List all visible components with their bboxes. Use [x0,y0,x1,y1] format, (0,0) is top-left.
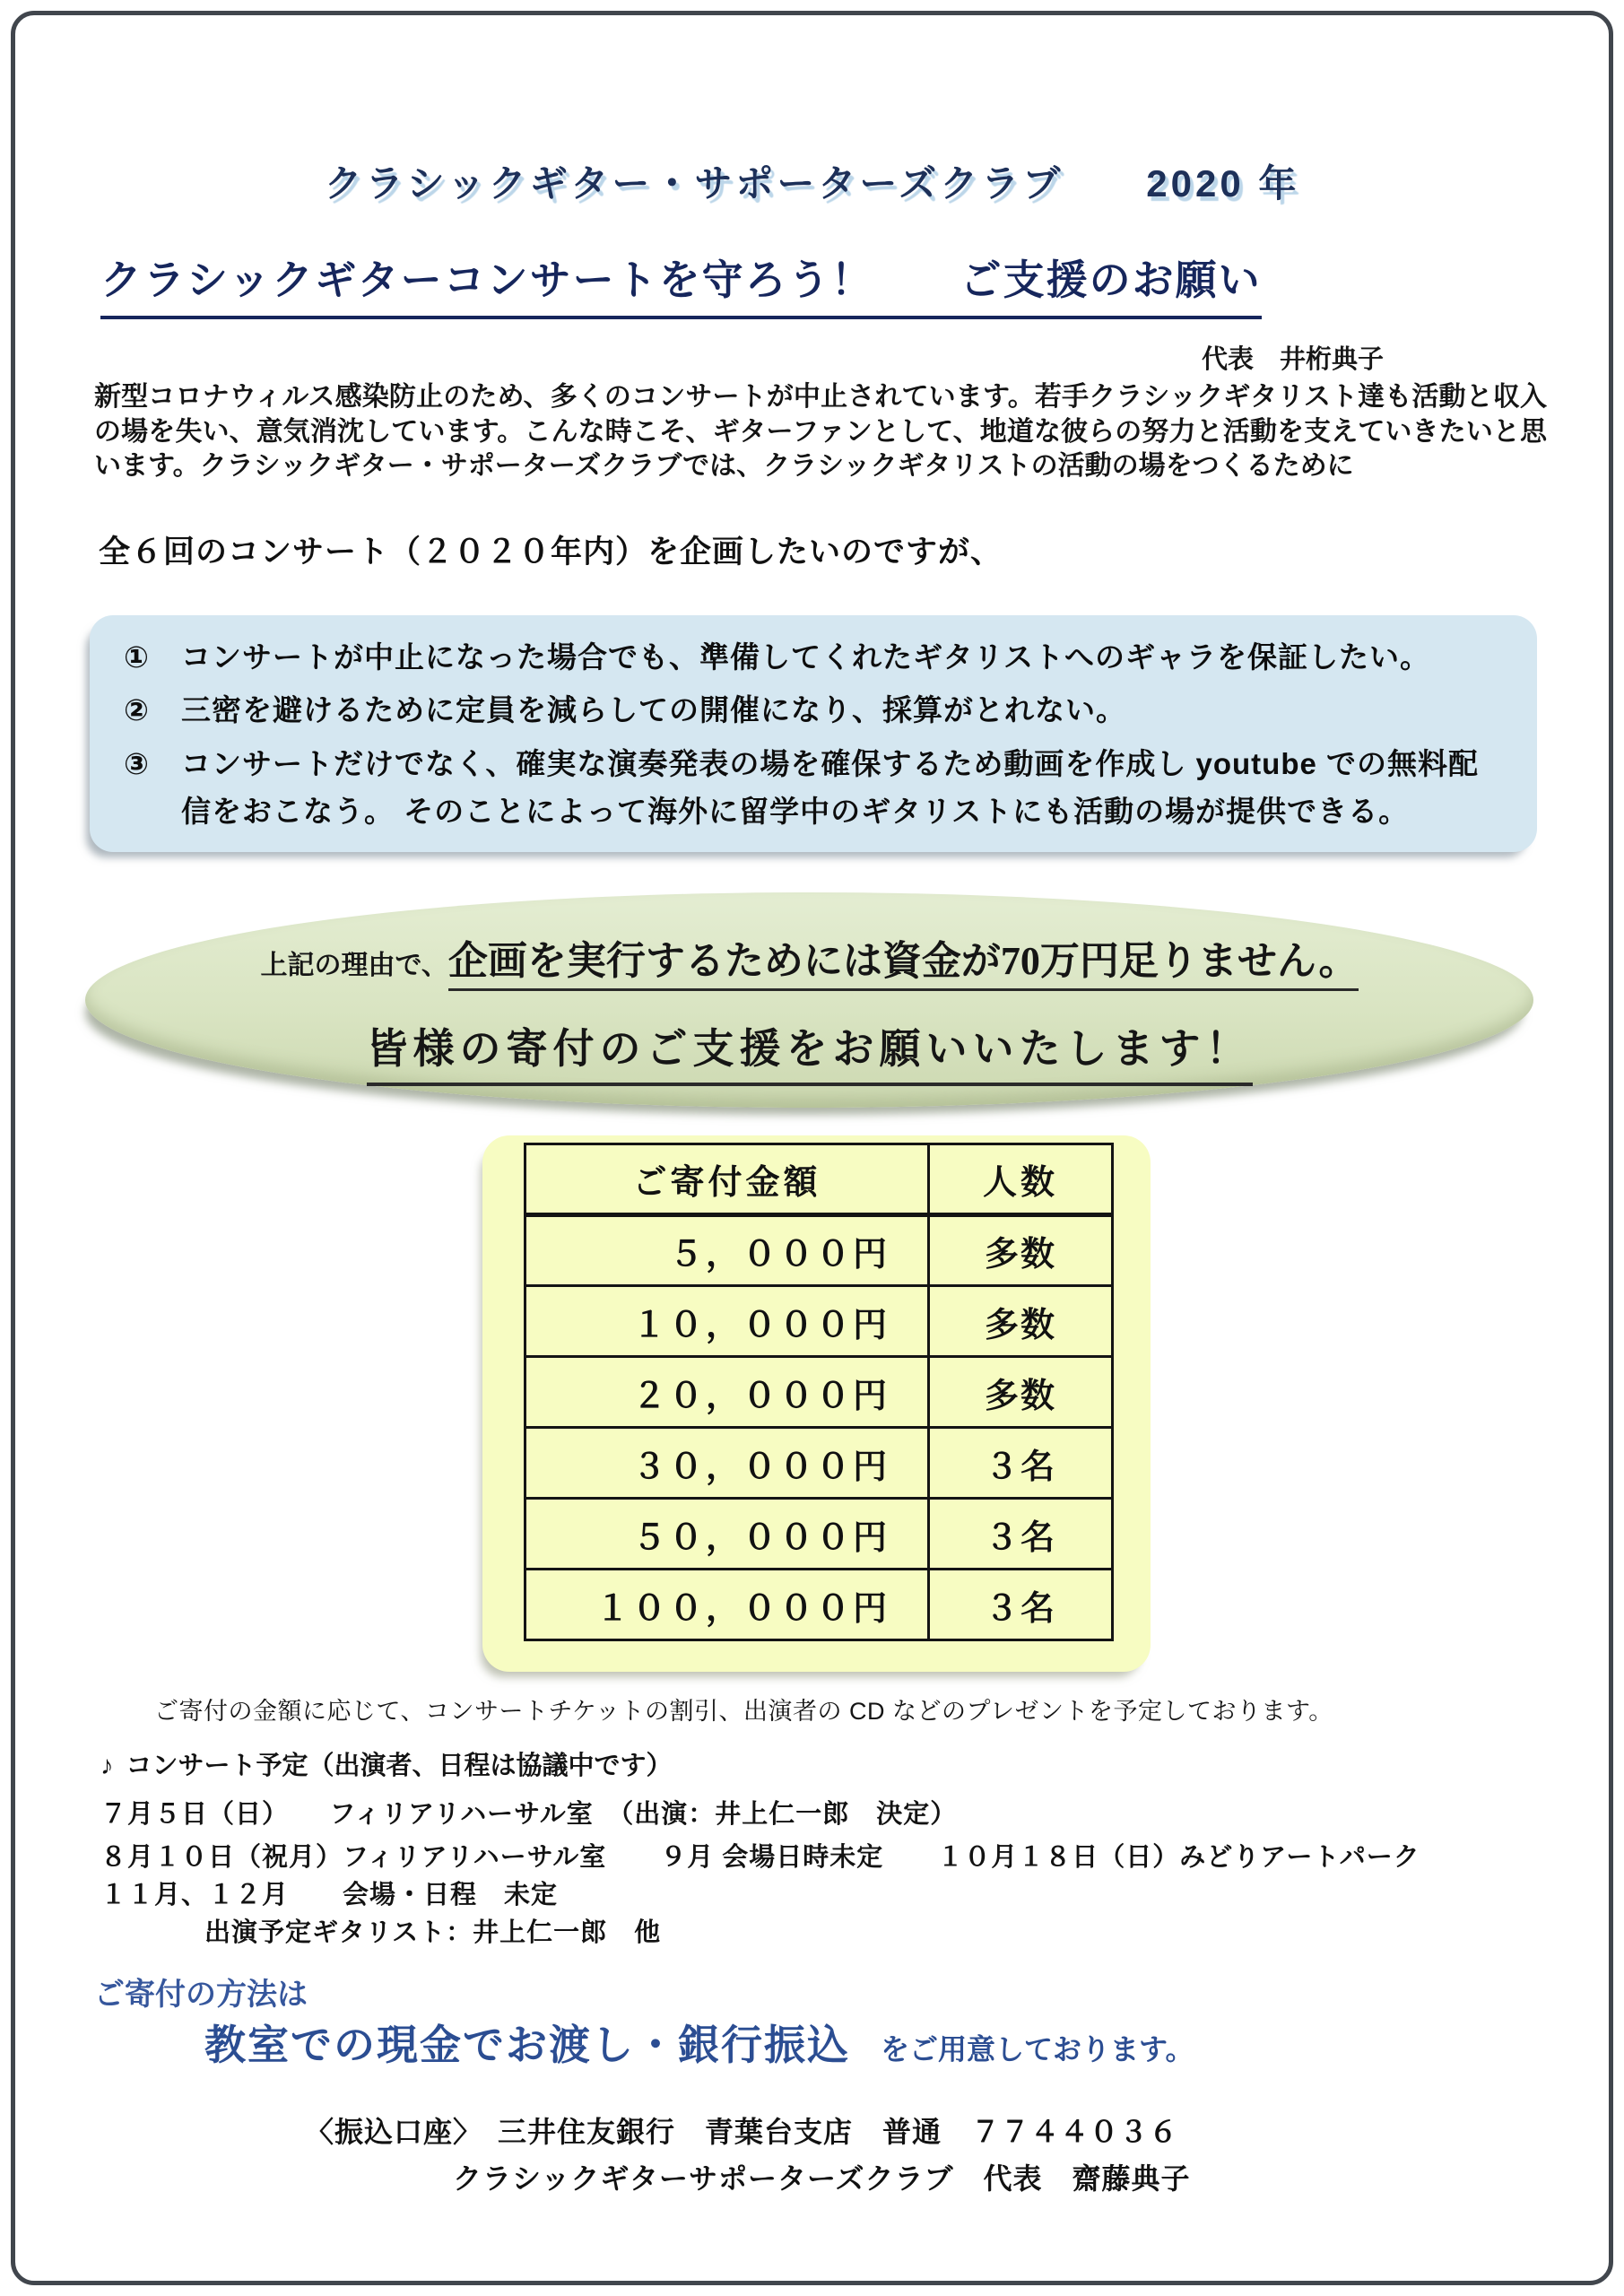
reason-number: ③ [124,746,150,780]
table-row [525,1215,1113,1286]
concert-schedule-title: コンサート予定（出演者、日程は協議中です） [126,1752,673,1780]
reason-text: コンサートだけでなく、確実な演奏発表の場を確保するため動画を作成し youtube での無料配信をおこなう。 そのことによって海外に留学中のギタリストにも活動の場が提供できる。 [181,746,1480,829]
payment-method-main: 教室での現金でお渡し・銀行振込 [204,2022,850,2068]
reason-item [124,686,1507,734]
appeal-ellipse [85,892,1533,1108]
table-row [525,1570,1113,1640]
reason-number: ② [124,693,150,727]
concert-schedule-header [100,1745,673,1782]
page-title-text: クラシックギターコンサートを守ろう！ ご支援のお願い [100,248,1262,319]
page-title [100,248,1262,319]
amount-column-header: ご寄付金額 [525,1144,929,1215]
table-header-row [525,1144,1113,1215]
bank-account-line: 〈振込口座〉 三井住友銀行 青葉台支店 普通 ７７４４０３６ [305,2116,1179,2148]
count-cell: 多数 [929,1357,1113,1428]
appeal-main: 企画を実行するためには資金が70万円足りません。 [448,939,1359,991]
amount-cell: ２０，０００円 [525,1357,929,1428]
payment-method-suffix: をご用意しております。 [881,2033,1194,2066]
reason-number: ① [124,640,150,674]
amount-cell: ３０，０００円 [525,1428,929,1499]
donation-method-label: ご寄付の方法は [94,1979,308,2012]
amount-cell: １００，０００円 [525,1570,929,1640]
reasons-box [90,615,1537,852]
schedule-line: １１月、１２月 会場・日程 未定 [100,1881,559,1909]
music-note-icon: ♪ [100,1752,114,1780]
count-cell: ３名 [929,1499,1113,1570]
reason-item [124,633,1507,681]
payment-method-line [204,2013,1194,2072]
table-row [525,1286,1113,1357]
reason-item [124,740,1507,836]
amount-cell: １０，０００円 [525,1286,929,1357]
intro-paragraph: 新型コロナウィルス感染防止のため、多くのコンサートが中止されています。若手クラシックギタリスト達も活動と収入の場を失い、意気消沈しています。こんな時こそ、ギターファンとして、地道な彼らの努力と活動を支えていきたいと思います。クラシックギター・サポーターズクラブでは、クラシックギタリストの活動の場をつくるために [94,382,1547,482]
amount-cell: ５０，０００円 [525,1499,929,1570]
donation-panel [482,1135,1151,1672]
appeal-request: 皆様の寄付のご支援をお願いいたします！ [367,1016,1253,1086]
plan-statement: 全６回のコンサート（２０２０年内）を企画したいのですが、 [99,535,1003,570]
donation-table [524,1143,1114,1641]
amount-cell: ５，０００円 [525,1215,929,1286]
schedule-line: ８月１０日（祝月）フィリアリハーサル室 ９月 会場日時未定 １０月１８日（日）みどりアートパーク [100,1843,1420,1872]
representative-name: 代表 井桁典子 [1201,345,1384,374]
schedule-line: 出演予定ギタリスト：井上仁一郎 他 [204,1918,662,1947]
appeal-line-funds [85,928,1533,986]
schedule-line: ７月５日（日） フィリアリハーサル室 （出演：井上仁一郎 決定） [100,1800,958,1829]
count-cell: ３名 [929,1570,1113,1640]
count-column-header: 人数 [929,1144,1113,1215]
club-title: クラシックギター・サポーターズクラブ 2020 年 [324,162,1300,204]
reason-text: 三密を避けるために定員を減らしての開催になり、採算がとれない。 [181,693,1126,727]
appeal-lead: 上記の理由で、 [260,951,448,980]
table-row [525,1357,1113,1428]
count-cell: 多数 [929,1286,1113,1357]
table-row [525,1499,1113,1570]
gift-note: ご寄付の金額に応じて、コンサートチケットの割引、出演者の CD などのプレゼントを予定しております。 [154,1698,1333,1725]
table-row [525,1428,1113,1499]
bank-representative-line: クラシックギターサポーターズクラブ 代表 齋藤典子 [453,2162,1191,2195]
reason-text: コンサートが中止になった場合でも、準備してくれたギタリストへのギャラを保証したい。 [181,640,1431,674]
count-cell: ３名 [929,1428,1113,1499]
count-cell: 多数 [929,1215,1113,1286]
